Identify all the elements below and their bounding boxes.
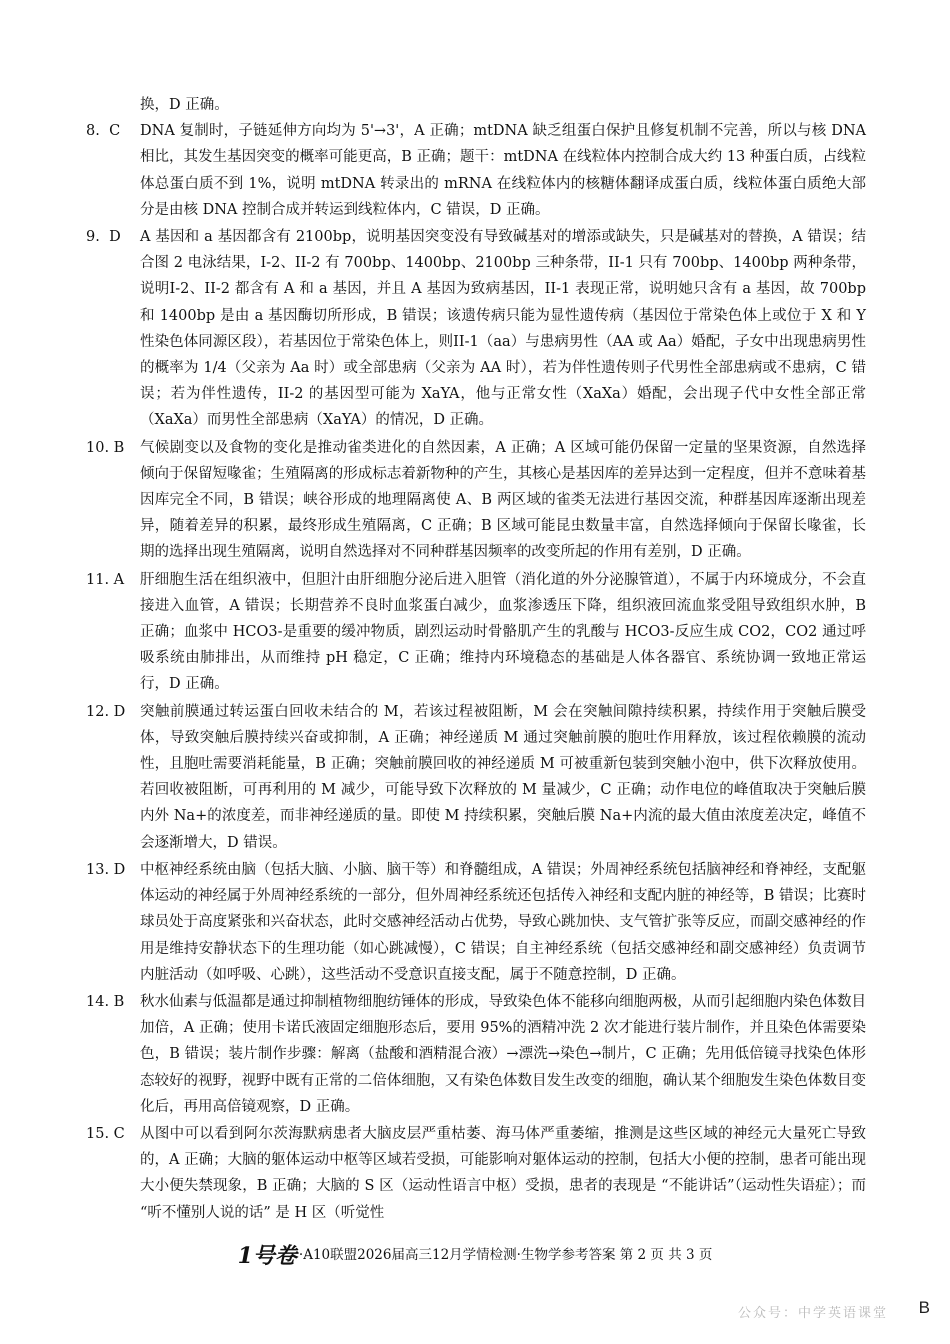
item-answer: B: [113, 439, 125, 456]
item-explanation: DNA 复制时，子链延伸方向均为 5'→3'，A 正确；mtDNA 缺乏组蛋白保护且修复机制不完善，所以与核 DNA 相比，其发生基因突变的概率可能更高，B 正确；题干：mtDNA 在线粒体内控制合成大约 13 种蛋白质，占线粒体总蛋白质不到 1%，说明 mtDNA 转录出的 mRNA 在线粒体内的核糖体翻译成蛋白质，线粒体蛋白质绝大部分是由核 DNA 控制合成并转运到线粒体内，C 错误，D 正确。: [140, 123, 866, 218]
corner-mark: B: [918, 1298, 930, 1317]
item-number: [86, 118, 140, 223]
item-explanation: 肝细胞生活在组织液中，但胆汁由肝细胞分泌后进入胆管（消化道的外分泌腺管道），不属于内环境成分，不会直接进入血管，A 错误；长期营养不良时血浆蛋白减少，血浆渗透压下降，组织液回流血浆受阻导致组织水肿，B 正确；血浆中 HCO3-是重要的缓冲物质，剧烈运动时骨骼肌产生的乳酸与 HCO3-反应生成 CO2，CO2 通过呼吸系统由肺排出，从而维持 pH 稳定，C 正确；维持内环境稳态的基础是人体各器官、系统协调一致地正常运行，D 正确。: [140, 571, 866, 693]
answer-item: [86, 435, 866, 566]
answer-item: [86, 118, 866, 223]
answer-item: [86, 1121, 866, 1226]
page-footer: [0, 1243, 950, 1269]
item-number: [86, 989, 140, 1120]
item-number: [86, 567, 140, 698]
continuation-text: 换，D 正确。: [140, 97, 229, 113]
answer-item: [86, 699, 866, 856]
footer-text: ·A10联盟2026届高三12月学情检测·生物学参考答案 第 2 页 共 3 页: [298, 1247, 713, 1263]
item-num: 9.: [86, 229, 100, 246]
answer-item: [86, 567, 866, 698]
item-answer: C: [113, 1125, 125, 1142]
item-explanation: 中枢神经系统由脑（包括大脑、小脑、脑干等）和脊髓组成，A 错误；外周神经系统包括脑神经和脊神经，支配躯体运动的神经属于外周神经系统的一部分，但外周神经系统还包括传入神经和支配内脏的神经等，B 错误；比赛时球员处于高度紧张和兴奋状态，此时交感神经活动占优势，导致心跳加快、支气管扩张等反应，而副交感神经的作用是维持安静状态下的生理功能（如心跳减慢），C 错误；自主神经系统（包括交感神经和副交感神经）负责调节内脏活动（如呼吸、心跳），这些活动不受意识直接支配，属于不随意控制，D 正确。: [140, 861, 866, 983]
item-explanation: 秋水仙素与低温都是通过抑制植物细胞纺锤体的形成，导致染色体不能移向细胞两极，从而引起细胞内染色体数目加倍，A 正确；使用卡诺氏液固定细胞形态后，要用 95%的酒精冲洗 2 次才能进行装片制作，并且染色体需要染色，B 错误；装片制作步骤：解离（盐酸和酒精混合液）→漂洗→染色→制片，C 正确；先用低倍镜寻找染色体形态较好的视野，视野中既有正常的二倍体细胞，又有染色体数目发生改变的细胞，确认某个细胞发生染色体数目变化后，再用高倍镜观察，D 正确。: [140, 993, 866, 1115]
item-explanation: 突触前膜通过转运蛋白回收未结合的 M，若该过程被阻断，M 会在突触间隙持续积累，持续作用于突触后膜受体，导致突触后膜持续兴奋或抑制，A 正确；神经递质 M 通过突触前膜的胞吐作用释放，该过程依赖膜的流动性，且胞吐需要消耗能量，B 正确；突触前膜回收的神经递质 M 可被重新包装到突触小泡中，供下次释放使用。若回收被阻断，可再利用的 M 减少，可能导致下次释放的 M 量减少，C 正确；动作电位的峰值取决于突触后膜内外 Na+的浓度差，而非神经递质的量。即使 M 持续积累，突触后膜 Na+内流的最大值由浓度差决定，峰值不会逐渐增大，D 错误。: [140, 703, 866, 851]
item-answer: A: [113, 571, 125, 588]
item-number: [86, 857, 140, 988]
item-number: [86, 699, 140, 856]
item-num: 14.: [86, 993, 110, 1010]
item-answer: D: [109, 229, 121, 246]
exam-logo: 1号卷: [237, 1243, 297, 1269]
item-num: 13.: [86, 861, 110, 878]
item-explanation: 从图中可以看到阿尔茨海默病患者大脑皮层严重枯萎、海马体严重萎缩，推测是这些区域的神经元大量死亡导致的，A 正确；大脑的躯体运动中枢等区域若受损，可能影响对躯体运动的控制，包括大小便的控制，患者可能出现大小便失禁现象，B 正确；大脑的 S 区（运动性语言中枢）受损，患者的表现是 “不能讲话”（运动性失语症）；而 “听不懂别人说的话” 是 H 区（听觉性: [140, 1125, 866, 1221]
item-answer: B: [113, 993, 125, 1010]
answer-item: [86, 989, 866, 1120]
item-number: [86, 1121, 140, 1226]
watermark: 公众号：中学英语课堂: [737, 1306, 888, 1321]
item-explanation: 气候剧变以及食物的变化是推动雀类进化的自然因素，A 正确；A 区域可能仍保留一定量的坚果资源，自然选择倾向于保留短喙雀；生殖隔离的形成标志着新物种的产生，其核心是基因库的差异达到一定程度，但并不意味着基因库完全不同，B 错误；峡谷形成的地理隔离使 A、B 两区域的雀类无法进行基因交流，种群基因库逐渐出现差异，随着差异的积累，最终形成生殖隔离，C 正确；B 区域可能昆虫数量丰富，自然选择倾向于保留长喙雀，长期的选择出现生殖隔离，说明自然选择对不同种群基因频率的改变所起的作用有差别，D 正确。: [140, 439, 866, 561]
answer-item: [86, 857, 866, 988]
item-answer: C: [109, 123, 121, 140]
item-num: 8.: [86, 123, 100, 140]
item-num: 15.: [86, 1125, 110, 1142]
answer-list: [86, 92, 866, 1226]
item-answer: D: [113, 861, 126, 878]
item-num: 10.: [86, 439, 110, 456]
item-answer: D: [113, 703, 126, 720]
item-number: [86, 224, 140, 434]
item-num: 11.: [86, 571, 110, 588]
item-number: [86, 435, 140, 566]
item-explanation: A 基因和 a 基因都含有 2100bp，说明基因突变没有导致碱基对的增添或缺失，只是碱基对的替换，A 错误；结合图 2 电泳结果，I-2、II-2 有 700bp、1400bp、2100bp 三种条带，II-1 只有 700bp、1400bp 两种条带，说明I-2、II-2 都含有 A 和 a 基因，并且 A 基因为致病基因，II-1 表现正常，说明她只含有 a 基因，故 700bp 和 1400bp 是由 a 基因酶切所形成，B 错误；该遗传病只能为显性遗传病（基因位于常染色体上或位于 X 和 Y 性染色体同源区段），若基因位于常染色体上，则II-1（aa）与患病男性（AA 或 Aa）婚配，子女中出现患病男性的概率为 1/4（父亲为 Aa 时）或全部患病（父亲为 AA 时），若为伴性遗传则子代男性全部患病或不患病，C 错误；若为伴性遗传，II-2 的基因型可能为 XaYA，他与正常女性（XaXa）婚配，会出现子代中女性全部正常（XaXa）而男性全部患病（XaYA）的情况，D 正确。: [140, 229, 866, 429]
answer-item: [86, 224, 866, 434]
item-num: 12.: [86, 703, 110, 720]
